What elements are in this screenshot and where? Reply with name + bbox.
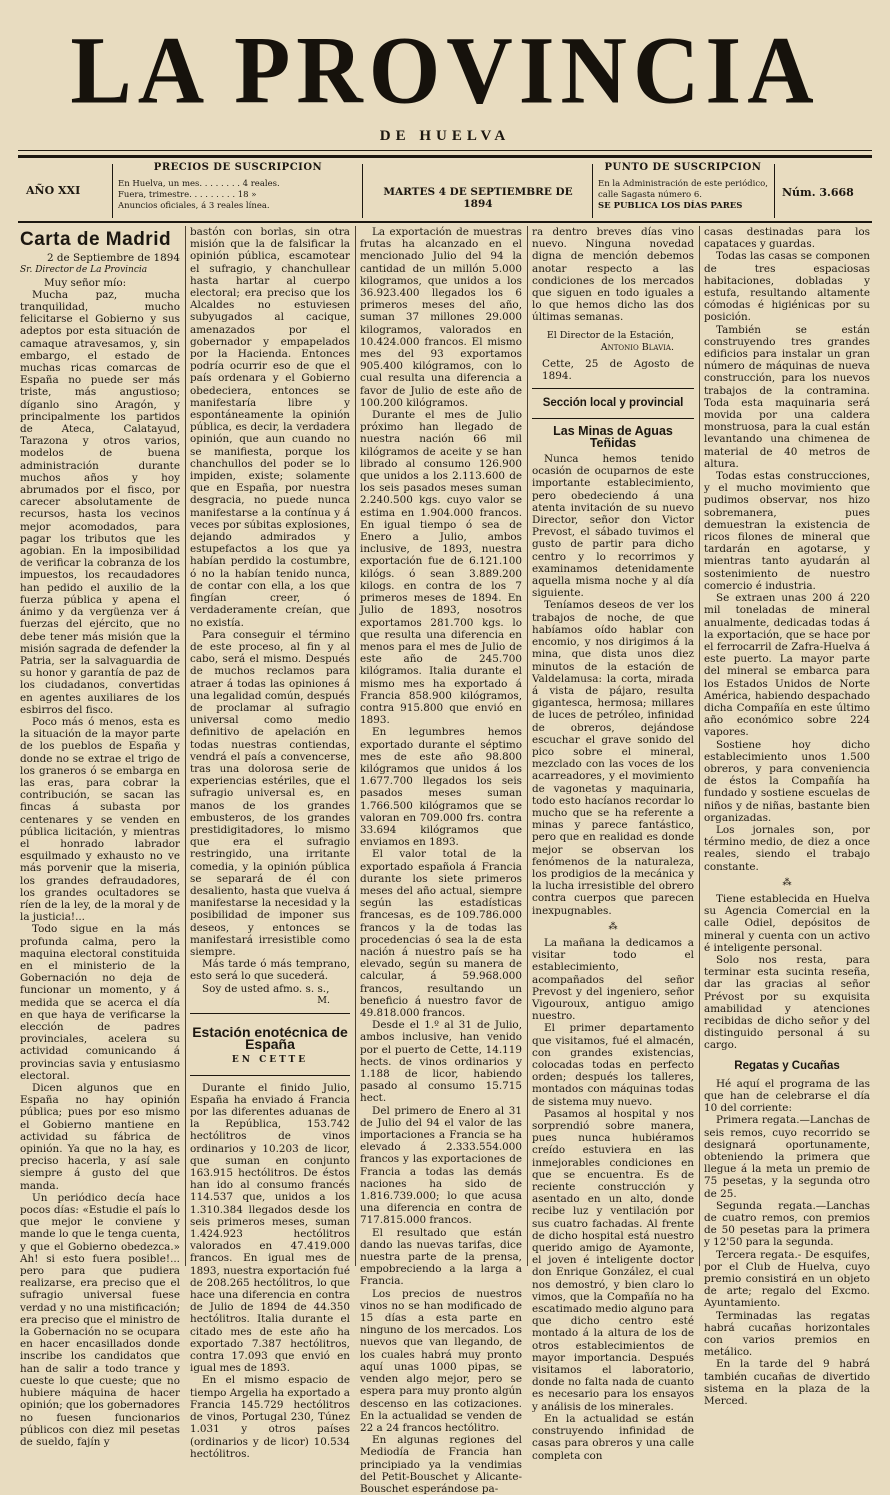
masthead-rule-thick: [18, 155, 872, 158]
signature-title: El Director de la Estación,: [546, 329, 674, 341]
article-paragraph: Terminadas las regatas habrá cucañas horizontales con varios premios en metálico.: [704, 1309, 870, 1359]
article-paragraph: Mucha paz, mucha tranquilidad, mucho felicitarse el Gobierno y sus adeptos por esta situación de camaque atravesamos, y, sin embargo, el estado de muchas ricas comarcas de España no puede ser más triste, más angustioso; díganlo sino Aragón, y principalmente los partidos de Ateca, Calatayud, Tarazona y otros varios, modelos de buena administración durante muchos años y hoy abrumados por el fisco, por carecer absolutamente de recursos, hasta los vecinos mejor acomodados, para pagar los tributos que les agobian. En la imposibilidad de verificar la cobranza de los impuestos, los recaudadores han pedido el auxilio de la fuerza pública y apena el ánimo y da vergüenza ver á fuerzas del ejército, que no debe tener más misión que la misión sagrada de defender la Patria, ser la salvaguardia de su honor y garantía de paz de los ciudadanos, convertidas en agentes auxiliares de los esbirros del fisco.: [20, 288, 180, 716]
info-separator: [774, 164, 775, 218]
info-separator: [362, 164, 363, 218]
article-paragraph: Tiene establecida en Huelva su Agencia Comercial en la calle Odiel, depósitos de mineral y cuenta con un activo é inteligente personal.: [704, 892, 870, 954]
article-paragraph: Un periódico decía hace pocos días: «Estudie el país lo que mejor le conviene y mande lo que le tenga cuenta, y que el Gobierno obedezca.» Ah! si esto fuera posible!... pero para que pudiera realizarse, era preciso que el sufragio universal fuese verdad y no una mistificación; era preciso que el ministro de la Gobernación no se ocupara en hacer encasillados donde inscribe los candidatos que han de salir a todo trance y cueste lo que cueste; que no hubiere máquina de hacer opinión; que los gobernadores no fuesen funcionarios públicos con diez mil pesetas de sueldo, fajín y: [20, 1191, 180, 1448]
article-paragraph: Durante el finido Julio, España ha enviado á Francia por las diferentes aduanas de la República, 153.742 hectólitros de vinos ordinarios y 10.203 de licor, que suman en conjunto 163.915 hectólitros. De éstos han ido al consumo francés 114.537 que, unidos a los 1.310.384 llegados desde los seis primeros meses, suman 1.424.923 hectólitros valorados en 47.419.000 francos. En igual mes de 1893, nuestra exportación fué de 208.265 hectólitros, lo que hace una diferencia en contra de Julio de 1894 de 44.350 hectólitros. Italia durante el citado mes de este año ha exportado 7.387 hectólitros, contra 17.093 que envió en igual mes de 1893.: [190, 1081, 350, 1375]
article-paragraph: Todas las casas se componen de tres espaciosas habitaciones, dobladas y estufa, resultando altamente cómodas é higiénicas por su posición.: [704, 250, 870, 324]
article-paragraph: Se extraen unas 200 á 220 mil toneladas de mineral anualmente, dedicadas todas á la exportación, que se hace por el ferrocarril de Zafra-Huelva á este puerto. La mayor parte del mineral se embarca para los Estados Unidos de Norte América, habiendo despachado dicha Compañía en este último año económico sobre 224 vapores.: [704, 592, 870, 739]
price-line: En Huelva, un mes. . . . . . . . 4 reales.: [118, 179, 280, 189]
issue-date: MARTES 4 DE SEPTIEMBRE DE 1894: [383, 186, 573, 210]
masthead-rule-thin: [18, 150, 872, 151]
article-paragraph: Soy de usted afmo. s. s.,: [202, 982, 330, 995]
article-heading: Las Minas de Aguas Teñidas: [553, 423, 673, 450]
column-rule: [355, 226, 356, 1266]
article-paragraph: Los precios de nuestros vinos no se han modificado de 15 días a esta parte en ninguno de los mercados. Los nuevos que van llegando, de los cuales habrá muy pronto aquí unas 1000 pipas, se venden algo mejor, pero se espera para muy pronto algún descenso en las cotizaciones. En la actualidad se venden de 22 a 24 francos hectólitro.: [360, 1287, 522, 1434]
price-line: Anuncios oficiales, á 3 reales línea.: [118, 201, 270, 211]
article-box: [190, 1013, 350, 1076]
article-paragraph: Sostiene hoy dicho establecimiento unos 1.500 obreros, y para conveniencia de éstos la Compañía ha fundado y sostiene escuelas de niños y de niñas, bastante bien organizadas.: [704, 738, 870, 824]
article-paragraph: Solo nos resta, para terminar esta sucinta reseña, dar las gracias al señor Prévost por su exquisita amabilidad y atenciones recibidas de dicho señor y del distinguido personal á su cargo.: [704, 953, 870, 1052]
subscription-box: [598, 162, 768, 220]
column-rule: [185, 226, 186, 1266]
article-paragraph: En algunas regiones del Mediodía de Francia han principiado ya la vendimias del Petit-Bouschet y Alicante-Bouschet esperándose pa-: [360, 1434, 522, 1495]
article-paragraph: El primer departamento que visitamos, fué el almacén, con grandes existencias, colocadas todas en perfecto orden; después los talleres, montados con máquinas todas de sistema muy nuevo.: [532, 1022, 694, 1108]
subscription-line: En la Administración de este periódico,: [598, 179, 768, 189]
subscription-title: PUNTO DE SUSCRIPCION: [604, 162, 762, 173]
column-rule: [527, 226, 528, 1266]
column-4: [532, 226, 694, 1462]
article-heading: Regatas y Cucañas: [734, 1059, 840, 1072]
article-signature: M.: [317, 994, 330, 1006]
article-paragraph: Nunca hemos tenido ocasión de ocuparnos de este importante establecimiento, pero obedeciendo á una atenta invitación de su nuevo Director, señor don Victor Prevost, el sábado tuvimos el gusto de partir para dicho centro y lo recorrimos y examinamos detenidamente aquella misma noche y al día siguiente.: [532, 453, 694, 600]
article-paragraph: Todo sigue en la más profunda calma, pero la maquina electoral constituida en el ministerio de la Gobernación no deja de funcionar un momento, y á medida que se acerca el día en que haya de verificarse la elección de padres provinciales, acelera su actividad comunicando á provincias savia y entusiasmo electoral.: [20, 923, 180, 1082]
section-heading: Sección local y provincial: [542, 397, 684, 410]
column-rule: [699, 226, 700, 1266]
separator-stars: ⁂: [782, 877, 792, 888]
article-paragraph: Pasamos al hospital y nos sorprendió sobre manera, pues nunca hubiéramos creído estuviera en las inmejorables condiciones en que se encuentra. Es de reciente construcción y asentado en un alto, donde recibe luz y ventilación por sus cuatro fachadas. Al frente de dicho hospital está nuestro querido amigo de Ayamonte, el joven é inteligente doctor don Enrique González, el cual nos demostró, y bien claro lo vimos, que la Compañía no ha escatimado medio alguno para que dicho centro esté montado á la altura de los de otros establecimientos de mayor importancia. Después visitamos el laboratorio, donde no falta nada de cuanto es necesario para los ensayos y análisis de los minerales.: [532, 1107, 694, 1413]
article-salutation: Muy señor mío:: [44, 276, 127, 289]
prices-box: [118, 162, 358, 220]
subscription-line: SE PUBLICA LOS DÍAS PARES: [598, 201, 743, 211]
article-addressee: Sr. Director de La Provincia: [20, 265, 148, 276]
article-dateline: 2 de Septiembre de 1894: [46, 252, 180, 265]
article-paragraph: Segunda regata.—Lanchas de cuatro remos, con premios de 50 pesetas para la primera y 12'50 para la segunda.: [704, 1199, 870, 1249]
article-paragraph: Más tarde ó más temprano, esto será lo que sucederá.: [190, 958, 350, 983]
article-heading: Carta de Madrid: [20, 229, 172, 250]
info-separator: [112, 164, 113, 218]
issue-number: Núm. 3.668: [782, 186, 854, 199]
article-paragraph: En la actualidad se están construyendo infinidad de casas para obreros y una calle completa con: [532, 1412, 694, 1462]
article-paragraph: En el mismo espacio de tiempo Argelia ha exportado a Francia 145.729 hectólitros de vinos, Portugal 230, Túnez 1.031 y otros países (ordinarios y de licor) 10.534 hectólitros.: [190, 1374, 350, 1460]
article-paragraph: En la tarde del 9 habrá también cucañas de divertido sistema en la plaza de la Merced.: [704, 1358, 870, 1408]
article-paragraph: Para conseguir el término de este proceso, al fin y al cabo, será el mismo. Después de muchos reclamos para atraer á todas las opiniones á una legalidad común, después de proclamar al sufragio universal como medio definitivo de apelación en todas nuestras contiendas, vendrá el país a convencerse, tras una dolorosa serie de experiencias estériles, que el sufragio universal es, en manos de los grandes embusteros, de los grandes prestidigitadores, lo mismo que era el sufragio restringido, una irritante comedia, y la opinión pública se separará de él con desaliento, hasta que vuelva á manifestarse la necesidad y la posibilidad de imponer sus deseos, y entonces se manifestará irresistible como siempre.: [190, 628, 350, 958]
article-paragraph: El resultado que están dando las nuevas tarifas, dice nuestra parte de la prensa, empobreciendo a la larga a Francia.: [360, 1226, 522, 1288]
article-paragraph: El valor total de la exportado española á Francia durante los siete primeros meses del año actual, siempre según las estadísticas francesas, es de 109.786.000 francos y la de todas las procedencias ó sea la de esta nación á nuestro país se ha elevado, según su manera de calcular, á 59.968.000 francos, resultando un beneficio á nuestro favor de 49.818.000 francos.: [360, 848, 522, 1019]
article-paragraph: Desde el 1.º al 31 de Julio, ambos inclusive, han venido por el puerto de Cette, 14.119 hects. de vinos ordinarios y 1.188 de licor, habiendo pasado al consumo 15.715 hect.: [360, 1019, 522, 1105]
masthead: [20, 18, 870, 145]
article-paragraph: La exportación de muestras frutas ha alcanzado en el mencionado Julio del 94 la cantidad de un millón 5.000 kilogramos, que unidos a los 36.923.400 llegados los 6 primeros meses del año, suman 37 millones 29.000 kilogramos, valorados en 10.424.000 francos. El mismo mes del 93 exportamos 905.400 kilógramos, con lo cual resulta una diferencia a favor de Julio de este año de 100.200 kilógramos.: [360, 226, 522, 409]
infobar-rule: [18, 221, 872, 223]
article-paragraph: Teníamos deseos de ver los trabajos de noche, de que habíamos oído hablar con encomio, y nos dirigimos á la mina, que dista unos diez minutos de la estación de Valdelamusa: la corta, mirada á vista de pájaro, resulta gigantesca, hermosa; millares de luces de petróleo, infinidad de obreros, dejándose escuchar el grave sonido del pico sobre el mineral, mezclado con las voces de los acarreadores, y el movimiento de vagonetas y maquinaria, todo esto hacíanos recordar lo mucho que se ha referente a minas y parece fantástico, pero que en realidad es donde mejor se observan los fenómenos de la naturaleza, los prodigios de la mecánica y la lucha irresistible del obrero contra cuerpos que parecen inexpugnables.: [532, 599, 694, 917]
year-label: AÑO XXI: [26, 184, 81, 197]
article-paragraph: La mañana la dedicamos a visitar todo el establecimiento, acompañados del señor Prevost y del ingeniero, señor Vigouroux, antiguo amigo nuestro.: [532, 936, 694, 1023]
article-paragraph: También se están construyendo tres grandes edificios para instalar un gran número de máquinas de nueva construcción, para los nuevos trabajos de la contramina. Toda esta maquinaria será movida por una caldera monstruosa, para la cual están levantando una chimenea de material de 40 metros de altura.: [704, 323, 870, 470]
article-paragraph: Todas estas construcciones, y el mucho movimiento que pudimos observar, nos hizo sobremanera, pues demuestran la existencia de ricos filones de mineral que tardarán en agotarse, y mientras tanto ayudarán al sostenimiento de nuestro comercio é industria.: [704, 470, 870, 592]
info-separator: [592, 164, 593, 218]
article-paragraph: Hé aquí el programa de las que han de celebrarse el día 10 del corriente:: [704, 1077, 870, 1115]
price-line: Fuera, trimestre. . . . . . . . . 18 »: [118, 190, 257, 200]
column-1: [20, 226, 180, 1448]
column-2: [190, 226, 350, 1460]
article-subheading: EN CETTE: [231, 1055, 309, 1066]
article-paragraph: ra dentro breves días vino nuevo. Ninguna novedad digna de mención debemos anotar respecto a las condiciones de los mercados que siguen en todo iguales a lo que hemos dicho las dos últimas semanas.: [532, 226, 694, 324]
prices-title: PRECIOS DE SUSCRIPCION: [153, 162, 323, 173]
columns: [18, 226, 872, 1495]
article-paragraph: Dicen algunos que en España no hay opinión pública; pues por eso mismo el Gobierno mantiene en actividad su fábrica de opinión. Ya que no la hay, es preciso hacerla, y así sale siempre á gusto del que manda.: [20, 1082, 180, 1192]
info-bar: [18, 162, 872, 220]
subscription-line: calle Sagasta número 6.: [598, 190, 702, 200]
article-dateline: Cette, 25 de Agosto de 1894.: [542, 358, 694, 383]
article-paragraph: Durante el mes de Julio próximo han llegado de nuestra nación 66 mil kilógramos de aceite y se han librado al consumo 126.900 que unidos a los 2.113.600 de los seis pasados meses suman 2.240.500 kgs. cuyo valor se estima en 1.904.000 francos. En igual tiempo ó sea de Enero a Julio, ambos inclusive, de 1893, nuestra exportación fue de 6.121.100 kilógs. ó sean 3.889.200 kilogs. en contra de los 7 primeros meses de 1894. En Julio de 1893, nosotros exportamos 281.700 kgs. lo que resulta una diferencia en menos para el mes de Julio de este año de 245.700 kilógramos. Italia durante el mismo mes ha exportado á Francia 858.900 kilógramos, contra 915.800 que envió en 1893.: [360, 409, 522, 727]
article-paragraph: casas destinadas para los capataces y guardas.: [704, 226, 870, 251]
article-heading: Estación enotécnica de España: [192, 1024, 348, 1053]
newspaper-title: LA PROVINCIA: [70, 16, 820, 124]
article-paragraph: Primera regata.—Lanchas de seis remos, cuyo recorrido se designará oportunamente, obteniendo la primera que llegue á la meta un premio de 75 pesetas, y la segunda otro de 25.: [704, 1114, 870, 1200]
article-paragraph: Poco más ó menos, esta es la situación de la mayor parte de los pueblos de España y donde no se extrae el trigo de los graneros ó se embarga en las eras, para cobrar la contribución, se sacan las fincas á subasta por centenares y se venden en pública licitación, y mientras el honrado labrador esquilmado y exhausto no ve más porvenir que la miseria, los grandes defraudadores, los grandes ocultadores se ríen de la ley, de la moral y de la justicia!...: [20, 715, 180, 924]
article-paragraph: bastón con borlas, sin otra misión que la de falsificar la opinión pública, escamotear el sufragio, y chanchullear hasta hartar al cuerpo electoral; era preciso que los Alcaldes no estuviesen subyugados al cacique, amenazados por el gobernador y empapelados por la Hacienda. Entonces podría ocurrir eso de que el país ordenara y el Gobierno obedeciera, entonces se manifestaría libre y espontáneamente la opinión pública, es decir, la verdadera opinión, que aun cuando no se manifiesta, porque los chanchullos del poder se lo impiden, existe; solamente que en España, por nuestra desgracia, no puede nunca manifestarse a la contínua y á veces por súbitas explosiones, dejando admirados y estupefactos a los que ya habían perdido la costumbre, ó no la habían tenido nunca, de contar con ella, a los que fingían creer, ó verdaderamente creían, que no existía.: [190, 226, 350, 629]
newspaper-subtitle: DE HUELVA: [379, 128, 511, 144]
signature-name: Antonio Blavia.: [600, 341, 674, 353]
column-5: [704, 226, 870, 1408]
article-paragraph: Del primero de Enero al 31 de Julio del 94 el valor de las importaciones a Francia se ha elevado á 2.333.554.000 francos y las exportaciones de Francia a todas las demás naciones ha sido de 1.816.739.000; lo que acusa una diferencia en contra de 717.815.000 francos.: [360, 1104, 522, 1227]
separator-stars: ⁂: [608, 921, 618, 932]
article-paragraph: Tercera regata.- De esquifes, por el Club de Huelva, cuyo premio consistirá en un objeto de arte; regalo del Excmo. Ayuntamiento.: [704, 1248, 870, 1310]
article-paragraph: En legumbres hemos exportado durante el séptimo mes de este año 98.800 kilógramos que unidos á los 1.677.700 llegados los seis pasados meses suman 1.766.500 kilógramos que se valoran en 709.000 frs. contra 33.694 kilógramos que enviamos en 1893.: [360, 726, 522, 849]
section-box: [532, 388, 694, 418]
column-3: [360, 226, 522, 1495]
article-paragraph: Los jornales son, por término medio, de diez a once reales, siendo el trabajo constante.: [704, 823, 870, 873]
